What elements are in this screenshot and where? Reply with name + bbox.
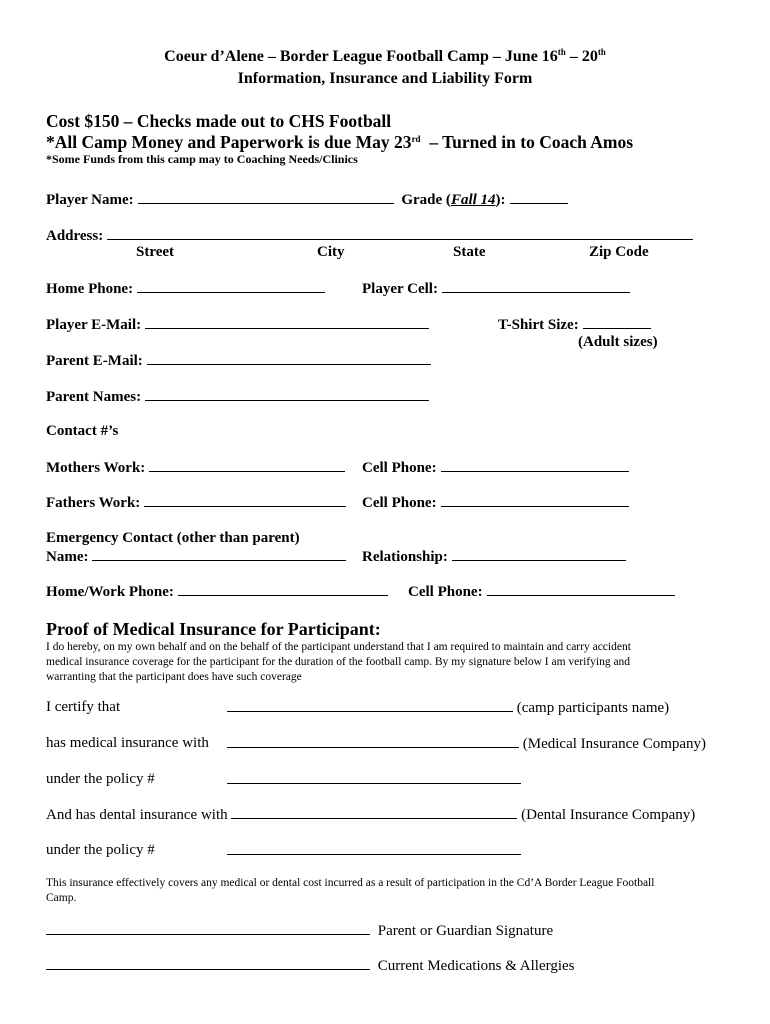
grade-field[interactable] (510, 191, 568, 204)
participant-name-caption: (camp participants name) (516, 700, 670, 716)
home-work-phone-field[interactable] (178, 583, 388, 596)
emergency-name-label: Name: (46, 549, 89, 565)
mothers-cell-row (362, 459, 633, 477)
emergency-cell-label: Cell Phone: (408, 584, 483, 600)
insurance-statement: I do hereby, on my own behalf and on the behalf of the participant understand that I am required to maintain and carry accident medical insurance coverage for the participant for the duration of the football camp. By my signature below I am verifying and warranting that the participant does have such coverage (46, 641, 631, 683)
address-street-caption: Street (136, 244, 175, 260)
fathers-cell-label: Cell Phone: (362, 495, 437, 511)
address-row (46, 227, 697, 245)
medical-company-caption: (Medical Insurance Company) (522, 736, 707, 752)
mothers-cell-label: Cell Phone: (362, 460, 437, 476)
dental-company-caption: (Dental Insurance Company) (521, 807, 696, 823)
medications-row (46, 957, 575, 975)
parent-email-label: Parent E-Mail: (46, 353, 143, 369)
player-name-field[interactable] (138, 191, 394, 204)
mothers-cell-field[interactable] (441, 459, 629, 472)
grade-label: Grade (Fall 14): (401, 192, 506, 208)
certify-label: I certify that (46, 699, 121, 715)
tshirt-field[interactable] (583, 316, 651, 329)
relationship-label: Relationship: (362, 549, 448, 565)
player-name-row (46, 191, 572, 209)
player-email-field[interactable] (145, 316, 429, 329)
fathers-work-field[interactable] (144, 494, 346, 507)
contacts-heading: Contact #’s (46, 423, 119, 439)
tshirt-row (498, 316, 655, 334)
signature-field[interactable] (46, 922, 370, 935)
policy-row-2 (227, 842, 521, 860)
dental-label: And has dental insurance with (46, 807, 228, 823)
player-name-label: Player Name: (46, 192, 134, 208)
signature-caption: Parent or Guardian Signature (377, 923, 554, 939)
fathers-cell-row (362, 494, 633, 512)
player-cell-label: Player Cell: (362, 281, 438, 297)
address-zip-caption: Zip Code (589, 244, 649, 260)
home-work-phone-label: Home/Work Phone: (46, 584, 174, 600)
address-label: Address: (46, 228, 104, 244)
player-cell-row (362, 280, 634, 298)
participant-name-field[interactable] (227, 699, 513, 712)
emergency-cell-field[interactable] (487, 583, 675, 596)
due-date-line: *All Camp Money and Paperwork is due May 23rd – Turned in to Coach Amos (46, 132, 634, 152)
tshirt-label: T-Shirt Size: (498, 317, 579, 333)
address-field[interactable] (107, 227, 693, 240)
signature-row (46, 922, 553, 940)
parent-email-field[interactable] (147, 352, 431, 365)
dental-policy-field[interactable] (227, 842, 521, 855)
dental-row (46, 806, 695, 824)
medical-row (227, 735, 706, 753)
policy-row-1 (227, 771, 521, 789)
form-subtitle: Information, Insurance and Liability Form (237, 70, 533, 87)
mothers-work-field[interactable] (149, 459, 345, 472)
emergency-cell-row (408, 583, 679, 601)
medical-policy-field[interactable] (227, 771, 521, 784)
fathers-cell-field[interactable] (441, 494, 629, 507)
player-cell-field[interactable] (442, 280, 630, 293)
relationship-row (362, 548, 630, 566)
emergency-name-field[interactable] (92, 548, 346, 561)
mothers-work-label: Mothers Work: (46, 460, 146, 476)
emergency-name-row (46, 548, 350, 566)
fathers-work-row (46, 494, 350, 512)
certify-row (227, 699, 669, 717)
funds-note: *Some Funds from this camp may to Coaching Needs/Clinics (46, 152, 358, 166)
home-phone-label: Home Phone: (46, 281, 134, 297)
coverage-statement: This insurance effectively covers any medical or dental cost incurred as a result of participation in the Cd’A Border League Football Camp. (46, 877, 655, 904)
fathers-work-label: Fathers Work: (46, 495, 141, 511)
medications-field[interactable] (46, 957, 370, 970)
adult-sizes-note: (Adult sizes) (578, 334, 658, 350)
cost-line: Cost $150 – Checks made out to CHS Football (46, 111, 392, 131)
player-email-row (46, 316, 433, 334)
dental-company-field[interactable] (231, 806, 517, 819)
medical-label: has medical insurance with (46, 735, 209, 751)
relationship-field[interactable] (452, 548, 626, 561)
home-phone-row (46, 280, 329, 298)
form-title: Coeur d’Alene – Border League Football Camp – June 16th – 20th (164, 47, 606, 65)
parent-names-field[interactable] (145, 388, 429, 401)
mothers-work-row (46, 459, 349, 477)
home-work-phone-row (46, 583, 392, 601)
medical-company-field[interactable] (227, 735, 519, 748)
player-email-label: Player E-Mail: (46, 317, 142, 333)
policy-label-1: under the policy # (46, 771, 155, 787)
home-phone-field[interactable] (137, 280, 325, 293)
parent-names-row (46, 388, 433, 406)
address-state-caption: State (453, 244, 486, 260)
parent-names-label: Parent Names: (46, 389, 142, 405)
insurance-heading: Proof of Medical Insurance for Participant: (46, 619, 381, 639)
parent-email-row (46, 352, 435, 370)
address-city-caption: City (317, 244, 345, 260)
medications-caption: Current Medications & Allergies (377, 958, 575, 974)
emergency-heading: Emergency Contact (other than parent) (46, 530, 300, 546)
policy-label-2: under the policy # (46, 842, 155, 858)
